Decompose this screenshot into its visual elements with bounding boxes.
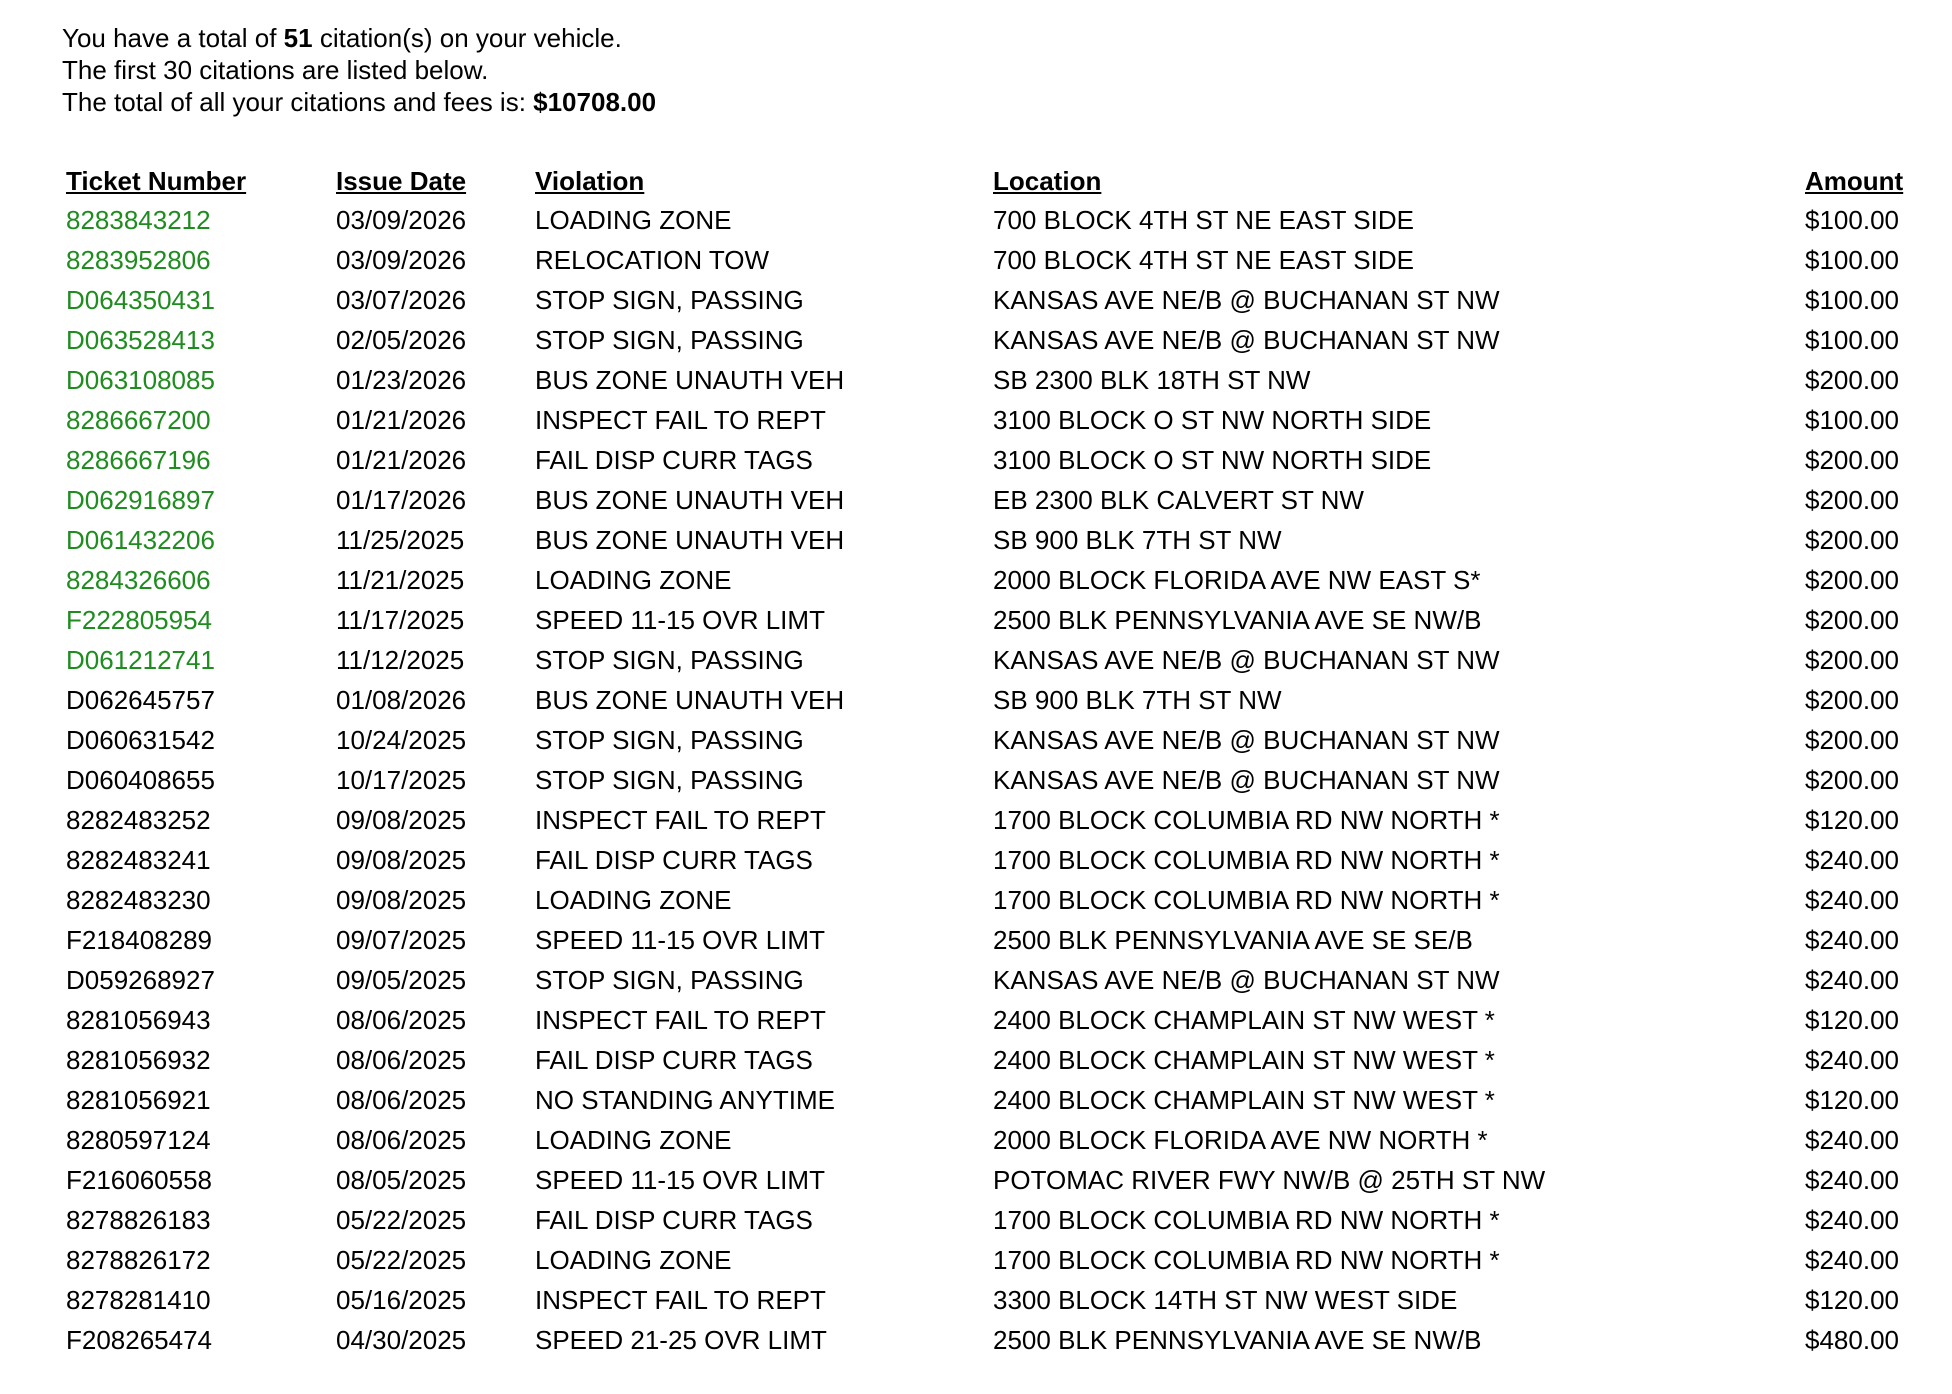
amount-cell: $100.00	[1805, 244, 1899, 275]
issue-date-cell: 11/12/2025	[336, 644, 465, 675]
table-row	[60, 600, 1917, 640]
location-cell: 2500 BLK PENNSYLVANIA AVE SE NW/B	[993, 1324, 1482, 1355]
violation-cell: LOADING ZONE	[535, 204, 732, 235]
amount-cell: $200.00	[1805, 684, 1899, 715]
ticket-number-cell: 8281056921	[66, 1084, 211, 1115]
table-row	[60, 1280, 1917, 1320]
ticket-number-link[interactable]: D063108085	[66, 364, 215, 395]
violation-cell: STOP SIGN, PASSING	[535, 644, 804, 675]
location-cell: SB 900 BLK 7TH ST NW	[993, 524, 1282, 555]
location-cell: 1700 BLOCK COLUMBIA RD NW NORTH *	[993, 1204, 1500, 1235]
table-row	[60, 920, 1917, 960]
summary-line1-suffix: citation(s) on your vehicle.	[312, 23, 622, 53]
location-cell: 2400 BLOCK CHAMPLAIN ST NW WEST *	[993, 1004, 1495, 1035]
amount-cell: $240.00	[1805, 1204, 1899, 1235]
table-row	[60, 560, 1917, 600]
location-cell: KANSAS AVE NE/B @ BUCHANAN ST NW	[993, 284, 1500, 315]
header-ticket-number: Ticket Number	[66, 165, 247, 196]
summary-total-amount-line	[62, 86, 656, 118]
issue-date-cell: 10/24/2025	[336, 724, 467, 755]
location-cell: KANSAS AVE NE/B @ BUCHANAN ST NW	[993, 764, 1500, 795]
summary-line3-prefix: The total of all your citations and fees is:	[62, 87, 534, 117]
amount-cell: $200.00	[1805, 564, 1899, 595]
amount-cell: $200.00	[1805, 364, 1899, 395]
ticket-number-link[interactable]: D063528413	[66, 324, 215, 355]
location-cell: 2400 BLOCK CHAMPLAIN ST NW WEST *	[993, 1044, 1495, 1075]
issue-date-cell: 03/07/2026	[336, 284, 467, 315]
issue-date-cell: 11/17/2025	[336, 604, 465, 635]
violation-cell: SPEED 11-15 OVR LIMT	[535, 1164, 825, 1195]
citations-table	[60, 162, 1917, 1360]
location-cell: 1700 BLOCK COLUMBIA RD NW NORTH *	[993, 884, 1500, 915]
issue-date-cell: 05/16/2025	[336, 1284, 467, 1315]
table-row	[60, 640, 1917, 680]
table-row	[60, 480, 1917, 520]
amount-cell: $100.00	[1805, 204, 1899, 235]
violation-cell: STOP SIGN, PASSING	[535, 764, 804, 795]
ticket-number-link[interactable]: 8283952806	[66, 244, 211, 275]
location-cell: KANSAS AVE NE/B @ BUCHANAN ST NW	[993, 324, 1500, 355]
issue-date-cell: 01/21/2026	[336, 404, 467, 435]
issue-date-cell: 09/08/2025	[336, 844, 467, 875]
table-row	[60, 800, 1917, 840]
location-cell: 1700 BLOCK COLUMBIA RD NW NORTH *	[993, 804, 1500, 835]
ticket-number-cell: 8281056932	[66, 1044, 211, 1075]
ticket-number-link[interactable]: 8286667200	[66, 404, 211, 435]
citation-summary	[62, 22, 656, 118]
amount-cell: $120.00	[1805, 1084, 1899, 1115]
amount-cell: $240.00	[1805, 964, 1899, 995]
issue-date-cell: 08/05/2025	[336, 1164, 467, 1195]
violation-cell: LOADING ZONE	[535, 1244, 732, 1275]
issue-date-cell: 11/25/2025	[336, 524, 465, 555]
ticket-number-cell: 8282483230	[66, 884, 211, 915]
ticket-number-cell: F208265474	[66, 1324, 213, 1355]
issue-date-cell: 01/23/2026	[336, 364, 467, 395]
location-cell: 2000 BLOCK FLORIDA AVE NW NORTH *	[993, 1124, 1488, 1155]
location-cell: 3100 BLOCK O ST NW NORTH SIDE	[993, 404, 1432, 435]
violation-cell: INSPECT FAIL TO REPT	[535, 804, 826, 835]
amount-cell: $200.00	[1805, 724, 1899, 755]
issue-date-cell: 02/05/2026	[336, 324, 467, 355]
violation-cell: RELOCATION TOW	[535, 244, 770, 275]
table-row	[60, 680, 1917, 720]
ticket-number-cell: D060408655	[66, 764, 215, 795]
table-row	[60, 440, 1917, 480]
location-cell: SB 2300 BLK 18TH ST NW	[993, 364, 1311, 395]
issue-date-cell: 05/22/2025	[336, 1244, 467, 1275]
amount-cell: $240.00	[1805, 844, 1899, 875]
ticket-number-cell: 8280597124	[66, 1124, 211, 1155]
summary-total-count-line	[62, 22, 656, 54]
location-cell: 3100 BLOCK O ST NW NORTH SIDE	[993, 444, 1432, 475]
amount-cell: $240.00	[1805, 924, 1899, 955]
table-row	[60, 320, 1917, 360]
issue-date-cell: 09/05/2025	[336, 964, 467, 995]
amount-cell: $200.00	[1805, 644, 1899, 675]
issue-date-cell: 09/07/2025	[336, 924, 467, 955]
issue-date-cell: 11/21/2025	[336, 564, 465, 595]
header-violation: Violation	[535, 165, 645, 196]
ticket-number-link[interactable]: 8284326606	[66, 564, 211, 595]
issue-date-cell: 03/09/2026	[336, 244, 467, 275]
violation-cell: BUS ZONE UNAUTH VEH	[535, 524, 845, 555]
issue-date-cell: 05/22/2025	[336, 1204, 467, 1235]
issue-date-cell: 01/21/2026	[336, 444, 467, 475]
amount-cell: $100.00	[1805, 404, 1899, 435]
ticket-number-cell: 8278826183	[66, 1204, 211, 1235]
amount-cell: $240.00	[1805, 1164, 1899, 1195]
violation-cell: SPEED 11-15 OVR LIMT	[535, 924, 825, 955]
amount-cell: $200.00	[1805, 484, 1899, 515]
issue-date-cell: 04/30/2025	[336, 1324, 467, 1355]
summary-line1-prefix: You have a total of	[62, 23, 284, 53]
amount-cell: $240.00	[1805, 1244, 1899, 1275]
location-cell: 700 BLOCK 4TH ST NE EAST SIDE	[993, 244, 1414, 275]
issue-date-cell: 08/06/2025	[336, 1004, 467, 1035]
ticket-number-cell: F216060558	[66, 1164, 213, 1195]
location-cell: 2500 BLK PENNSYLVANIA AVE SE SE/B	[993, 924, 1473, 955]
table-row	[60, 1120, 1917, 1160]
table-row	[60, 400, 1917, 440]
ticket-number-cell: D060631542	[66, 724, 215, 755]
violation-cell: BUS ZONE UNAUTH VEH	[535, 484, 845, 515]
ticket-number-cell: 8282483252	[66, 804, 211, 835]
table-row	[60, 760, 1917, 800]
location-cell: 2000 BLOCK FLORIDA AVE NW EAST S*	[993, 564, 1481, 595]
issue-date-cell: 08/06/2025	[336, 1084, 467, 1115]
violation-cell: BUS ZONE UNAUTH VEH	[535, 364, 845, 395]
table-row	[60, 1000, 1917, 1040]
ticket-number-link[interactable]: D061432206	[66, 524, 215, 555]
ticket-number-link[interactable]: D062916897	[66, 484, 215, 515]
amount-cell: $100.00	[1805, 284, 1899, 315]
table-row	[60, 880, 1917, 920]
location-cell: POTOMAC RIVER FWY NW/B @ 25TH ST NW	[993, 1164, 1546, 1195]
summary-total-amount: $10708.00	[533, 87, 657, 117]
ticket-number-link[interactable]: D064350431	[66, 284, 215, 315]
table-row	[60, 720, 1917, 760]
ticket-number-cell: 8278281410	[66, 1284, 211, 1315]
header-amount: Amount	[1805, 165, 1904, 196]
violation-cell: INSPECT FAIL TO REPT	[535, 1284, 826, 1315]
violation-cell: NO STANDING ANYTIME	[535, 1084, 835, 1115]
amount-cell: $100.00	[1805, 324, 1899, 355]
amount-cell: $200.00	[1805, 524, 1899, 555]
ticket-number-cell: 8282483241	[66, 844, 211, 875]
location-cell: 2500 BLK PENNSYLVANIA AVE SE NW/B	[993, 604, 1482, 635]
ticket-number-link[interactable]: F222805954	[66, 604, 213, 635]
violation-cell: SPEED 11-15 OVR LIMT	[535, 604, 825, 635]
violation-cell: FAIL DISP CURR TAGS	[535, 844, 813, 875]
violation-cell: LOADING ZONE	[535, 564, 732, 595]
violation-cell: LOADING ZONE	[535, 1124, 732, 1155]
table-row	[60, 840, 1917, 880]
table-row	[60, 240, 1917, 280]
violation-cell: SPEED 21-25 OVR LIMT	[535, 1324, 827, 1355]
violation-cell: STOP SIGN, PASSING	[535, 324, 804, 355]
table-row	[60, 1160, 1917, 1200]
location-cell: 1700 BLOCK COLUMBIA RD NW NORTH *	[993, 1244, 1500, 1275]
table-row	[60, 1080, 1917, 1120]
table-row	[60, 1320, 1917, 1360]
violation-cell: FAIL DISP CURR TAGS	[535, 444, 813, 475]
table-row	[60, 960, 1917, 1000]
citations-header-row	[60, 162, 1917, 200]
location-cell: 1700 BLOCK COLUMBIA RD NW NORTH *	[993, 844, 1500, 875]
amount-cell: $120.00	[1805, 1284, 1899, 1315]
location-cell: 2400 BLOCK CHAMPLAIN ST NW WEST *	[993, 1084, 1495, 1115]
table-row	[60, 1040, 1917, 1080]
violation-cell: INSPECT FAIL TO REPT	[535, 404, 826, 435]
issue-date-cell: 09/08/2025	[336, 804, 467, 835]
issue-date-cell: 10/17/2025	[336, 764, 467, 795]
violation-cell: STOP SIGN, PASSING	[535, 284, 804, 315]
location-cell: 3300 BLOCK 14TH ST NW WEST SIDE	[993, 1284, 1458, 1315]
table-row	[60, 520, 1917, 560]
violation-cell: BUS ZONE UNAUTH VEH	[535, 684, 845, 715]
ticket-number-cell: D059268927	[66, 964, 215, 995]
table-row	[60, 280, 1917, 320]
ticket-number-link[interactable]: D061212741	[66, 644, 215, 675]
table-row	[60, 360, 1917, 400]
violation-cell: FAIL DISP CURR TAGS	[535, 1044, 813, 1075]
ticket-number-cell: D062645757	[66, 684, 215, 715]
amount-cell: $200.00	[1805, 444, 1899, 475]
issue-date-cell: 08/06/2025	[336, 1124, 467, 1155]
issue-date-cell: 01/08/2026	[336, 684, 467, 715]
table-row	[60, 1200, 1917, 1240]
summary-total-count: 51	[283, 23, 313, 53]
issue-date-cell: 01/17/2026	[336, 484, 467, 515]
header-location: Location	[993, 165, 1102, 196]
amount-cell: $120.00	[1805, 1004, 1899, 1035]
issue-date-cell: 03/09/2026	[336, 204, 467, 235]
table-row	[60, 1240, 1917, 1280]
location-cell: SB 900 BLK 7TH ST NW	[993, 684, 1282, 715]
header-issue-date: Issue Date	[336, 165, 467, 196]
amount-cell: $240.00	[1805, 1044, 1899, 1075]
location-cell: KANSAS AVE NE/B @ BUCHANAN ST NW	[993, 964, 1500, 995]
location-cell: 700 BLOCK 4TH ST NE EAST SIDE	[993, 204, 1414, 235]
ticket-number-link[interactable]: 8283843212	[66, 204, 211, 235]
ticket-number-cell: 8278826172	[66, 1244, 211, 1275]
amount-cell: $200.00	[1805, 764, 1899, 795]
violation-cell: INSPECT FAIL TO REPT	[535, 1004, 826, 1035]
issue-date-cell: 09/08/2025	[336, 884, 467, 915]
ticket-number-cell: 8281056943	[66, 1004, 211, 1035]
amount-cell: $480.00	[1805, 1324, 1899, 1355]
table-row	[60, 200, 1917, 240]
amount-cell: $240.00	[1805, 1124, 1899, 1155]
location-cell: KANSAS AVE NE/B @ BUCHANAN ST NW	[993, 644, 1500, 675]
location-cell: EB 2300 BLK CALVERT ST NW	[993, 484, 1364, 515]
summary-listed-line: The first 30 citations are listed below.	[62, 55, 489, 85]
amount-cell: $200.00	[1805, 604, 1899, 635]
ticket-number-cell: F218408289	[66, 924, 213, 955]
amount-cell: $240.00	[1805, 884, 1899, 915]
violation-cell: FAIL DISP CURR TAGS	[535, 1204, 813, 1235]
violation-cell: STOP SIGN, PASSING	[535, 964, 804, 995]
location-cell: KANSAS AVE NE/B @ BUCHANAN ST NW	[993, 724, 1500, 755]
citations-table-body	[60, 200, 1917, 1360]
violation-cell: STOP SIGN, PASSING	[535, 724, 804, 755]
violation-cell: LOADING ZONE	[535, 884, 732, 915]
amount-cell: $120.00	[1805, 804, 1899, 835]
issue-date-cell: 08/06/2025	[336, 1044, 467, 1075]
ticket-number-link[interactable]: 8286667196	[66, 444, 211, 475]
